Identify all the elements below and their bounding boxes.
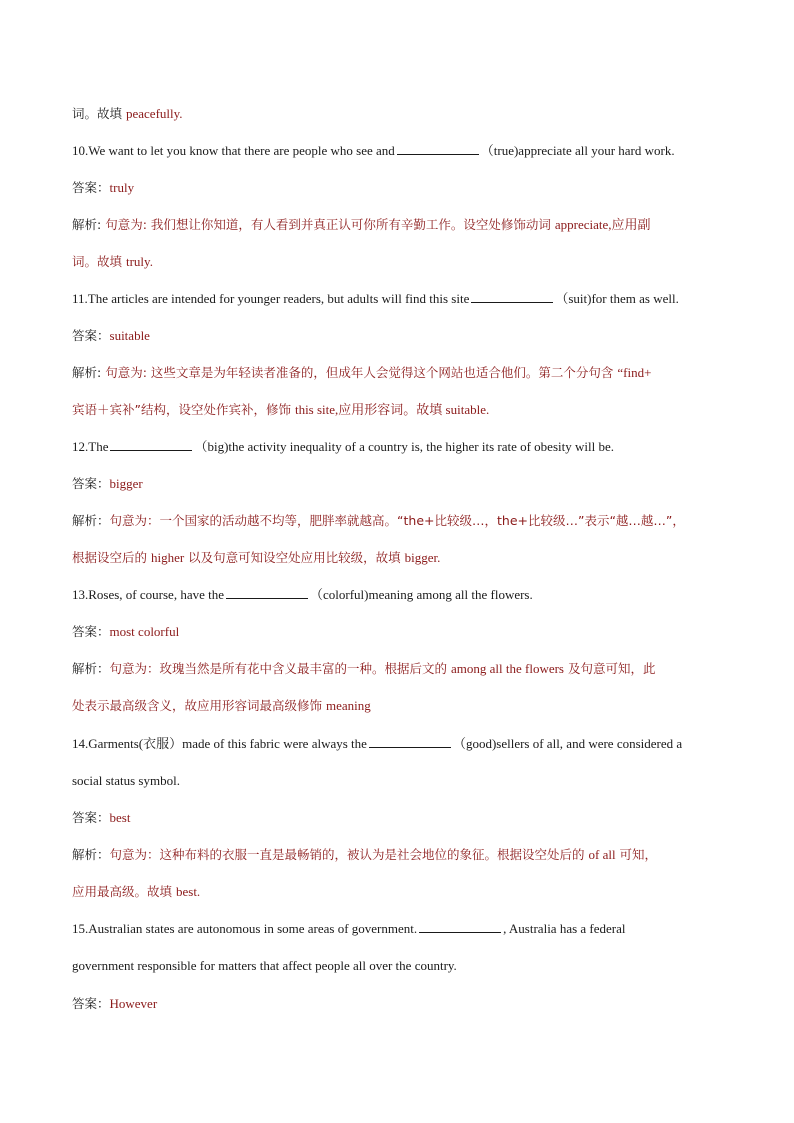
question-14-line2: social status symbol. [72,773,180,788]
document-page [72,0,722,1123]
explanation-12-line1: 解析：句意为：一个国家的活动越不均等，肥胖率就越高。“the+比较级…，the+比较级…”表示“越…越…”， [72,513,685,528]
answer-blank [419,919,501,933]
explanation-13-line2: 处表示最高级含义，故应用形容词最高级修饰 meaning [72,698,371,713]
explanation-14-line1: 解析：句意为：这种布料的衣服一直是最畅销的，被认为是社会地位的象征。根据设空处后的 of all 可知， [72,847,658,862]
answer-10: 答案：truly [72,180,135,195]
answer-14: 答案：best [72,810,131,825]
explanation-13-line1: 解析：句意为：玫瑰当然是所有花中含义最丰富的一种。根据后文的 among all the flowers 及句意可知，此 [72,661,656,676]
explanation-10-line1: 解析: 句意为: 我们想让你知道，有人看到并真正认可你所有辛勤工作。设空处修饰动词 appreciate,应用副 [72,217,651,232]
answer-13: 答案：most colorful [72,624,180,639]
question-15-line2: government responsible for matters that affect people all over the country. [72,958,457,973]
answer-blank [471,289,553,303]
answer-11: 答案：suitable [72,328,150,343]
question-15-line1: 15.Australian states are autonomous in some areas of government. , Australia has a federal [72,921,626,936]
question-12: 12.The （big)the activity inequality of a country is, the higher its rate of obesity will be. [72,439,614,454]
explanation-11-line2: 宾语＋宾补”结构，设空处作宾补，修饰 this site,应用形容词。故填 suitable. [72,402,490,417]
explanation-10-line2: 词。故填 truly. [72,254,153,269]
answer-15: 答案：However [72,996,158,1011]
explanation-12-line2: 根据设空后的 higher 以及句意可知设空处应用比较级，故填 bigger. [72,550,441,565]
explanation-11-line1: 解析: 句意为: 这些文章是为年轻读者准备的，但成年人会觉得这个网站也适合他们。第二个分句含 “find+ [72,365,652,380]
answer-blank [226,585,308,599]
question-11: 11.The articles are intended for younger readers, but adults will find this site （suit)for them as well. [72,291,679,306]
question-14-line1: 14.Garments(衣服）made of this fabric were always the （good)sellers of all, and were considered a [72,736,683,751]
answer-blank [397,141,479,155]
answer-blank [110,437,192,451]
explanation-9-end: 词。故填 peacefully. [72,106,183,121]
question-10: 10.We want to let you know that there are people who see and （true)appreciate all your hard work. [72,143,675,158]
question-13: 13.Roses, of course, have the （colorful)meaning among all the flowers. [72,587,533,602]
explanation-14-line2: 应用最高级。故填 best. [72,884,201,899]
answer-blank [369,734,451,748]
answer-12: 答案：bigger [72,476,143,491]
